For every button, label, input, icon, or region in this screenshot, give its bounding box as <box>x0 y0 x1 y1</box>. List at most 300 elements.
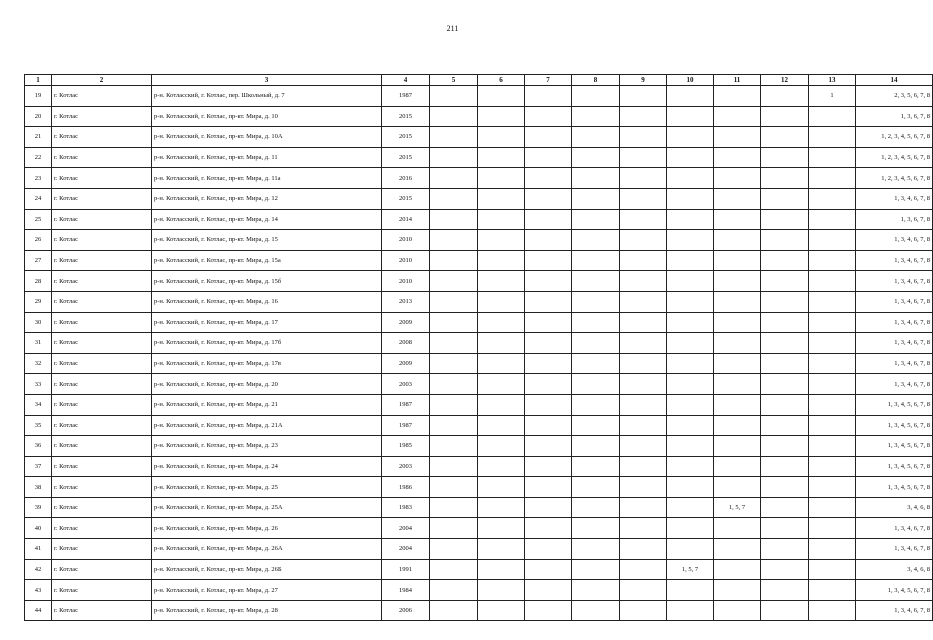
city-cell: г. Котлас <box>52 147 152 168</box>
col6-cell <box>478 106 525 127</box>
col8-cell <box>572 559 620 580</box>
column-header-2: 2 <box>52 75 152 86</box>
col10-cell <box>667 230 714 251</box>
col7-cell <box>525 497 572 518</box>
row-number: 37 <box>25 456 52 477</box>
col9-cell <box>620 230 667 251</box>
col12-cell <box>761 127 809 148</box>
col6-cell <box>478 436 525 457</box>
column-header-7: 7 <box>525 75 572 86</box>
col9-cell <box>620 497 667 518</box>
row-number: 44 <box>25 600 52 621</box>
table-row <box>25 539 933 560</box>
year-cell: 1984 <box>382 580 430 601</box>
col9-cell <box>620 127 667 148</box>
table-row <box>25 312 933 333</box>
year-cell: 2013 <box>382 291 430 312</box>
city-cell: г. Котлас <box>52 600 152 621</box>
col13-cell <box>809 353 856 374</box>
col14-cell: 1, 3, 4, 5, 6, 7, 8 <box>856 436 933 457</box>
col13-cell <box>809 127 856 148</box>
col5-cell <box>430 600 478 621</box>
col10-cell <box>667 497 714 518</box>
col13-cell <box>809 230 856 251</box>
col13-cell <box>809 333 856 354</box>
year-cell: 2014 <box>382 209 430 230</box>
col8-cell <box>572 230 620 251</box>
address-cell: р-н. Котласский, г. Котлас, пр-кт. Мира, д. 26Б <box>152 559 382 580</box>
col13-cell <box>809 477 856 498</box>
col11-cell <box>714 353 761 374</box>
city-cell: г. Котлас <box>52 188 152 209</box>
col13-cell <box>809 436 856 457</box>
table-row <box>25 353 933 374</box>
col8-cell <box>572 600 620 621</box>
col14-cell: 1, 3, 4, 6, 7, 8 <box>856 539 933 560</box>
address-cell: р-н. Котласский, г. Котлас, пр-кт. Мира, д. 25А <box>152 497 382 518</box>
city-cell: г. Котлас <box>52 106 152 127</box>
address-cell: р-н. Котласский, г. Котлас, пр-кт. Мира, д. 15 <box>152 230 382 251</box>
col6-cell <box>478 353 525 374</box>
year-cell: 1983 <box>382 497 430 518</box>
col8-cell <box>572 209 620 230</box>
year-cell: 1985 <box>382 436 430 457</box>
table-row <box>25 394 933 415</box>
col13-cell <box>809 188 856 209</box>
col12-cell <box>761 168 809 189</box>
col8-cell <box>572 394 620 415</box>
col9-cell <box>620 436 667 457</box>
col10-cell <box>667 518 714 539</box>
col7-cell <box>525 250 572 271</box>
col11-cell <box>714 456 761 477</box>
col6-cell <box>478 250 525 271</box>
table-row <box>25 209 933 230</box>
table-row <box>25 477 933 498</box>
col11-cell <box>714 147 761 168</box>
col5-cell <box>430 230 478 251</box>
col7-cell <box>525 353 572 374</box>
col7-cell <box>525 291 572 312</box>
col6-cell <box>478 600 525 621</box>
col14-cell: 1, 3, 4, 6, 7, 8 <box>856 271 933 292</box>
col7-cell <box>525 415 572 436</box>
table-header-row <box>25 75 933 86</box>
col7-cell <box>525 436 572 457</box>
table-row <box>25 168 933 189</box>
col13-cell <box>809 271 856 292</box>
address-cell: р-н. Котласский, г. Котлас, пр-кт. Мира, д. 10А <box>152 127 382 148</box>
column-header-8: 8 <box>572 75 620 86</box>
column-header-12: 12 <box>761 75 809 86</box>
column-header-9: 9 <box>620 75 667 86</box>
col13-cell <box>809 497 856 518</box>
col12-cell <box>761 271 809 292</box>
col13-cell <box>809 559 856 580</box>
col5-cell <box>430 497 478 518</box>
address-cell: р-н. Котласский, г. Котлас, пр-кт. Мира, д. 28 <box>152 600 382 621</box>
col8-cell <box>572 188 620 209</box>
col8-cell <box>572 106 620 127</box>
col12-cell <box>761 497 809 518</box>
column-header-4: 4 <box>382 75 430 86</box>
column-header-14: 14 <box>856 75 933 86</box>
col12-cell <box>761 456 809 477</box>
col11-cell <box>714 394 761 415</box>
col12-cell <box>761 86 809 107</box>
col7-cell <box>525 147 572 168</box>
col12-cell <box>761 250 809 271</box>
address-cell: р-н. Котласский, г. Котлас, пр-кт. Мира, д. 11а <box>152 168 382 189</box>
col7-cell <box>525 168 572 189</box>
col14-cell: 1, 2, 3, 4, 5, 6, 7, 8 <box>856 147 933 168</box>
year-cell: 2010 <box>382 230 430 251</box>
col5-cell <box>430 333 478 354</box>
col6-cell <box>478 188 525 209</box>
col10-cell <box>667 127 714 148</box>
col14-cell: 1, 3, 4, 5, 6, 7, 8 <box>856 456 933 477</box>
col13-cell <box>809 456 856 477</box>
col9-cell <box>620 518 667 539</box>
col11-cell: 1, 5, 7 <box>714 497 761 518</box>
col12-cell <box>761 147 809 168</box>
col8-cell <box>572 539 620 560</box>
col8-cell <box>572 86 620 107</box>
col11-cell <box>714 559 761 580</box>
col7-cell <box>525 539 572 560</box>
col8-cell <box>572 456 620 477</box>
col5-cell <box>430 456 478 477</box>
col11-cell <box>714 600 761 621</box>
col12-cell <box>761 312 809 333</box>
col14-cell: 1, 3, 4, 5, 6, 7, 8 <box>856 580 933 601</box>
address-cell: р-н. Котласский, г. Котлас, пр-кт. Мира, д. 15а <box>152 250 382 271</box>
col7-cell <box>525 271 572 292</box>
city-cell: г. Котлас <box>52 456 152 477</box>
col14-cell: 3, 4, 6, 8 <box>856 497 933 518</box>
col5-cell <box>430 271 478 292</box>
col12-cell <box>761 209 809 230</box>
col6-cell <box>478 230 525 251</box>
col14-cell: 1, 3, 4, 5, 6, 7, 8 <box>856 477 933 498</box>
row-number: 21 <box>25 127 52 148</box>
row-number: 32 <box>25 353 52 374</box>
column-header-13: 13 <box>809 75 856 86</box>
col7-cell <box>525 188 572 209</box>
col9-cell <box>620 106 667 127</box>
col8-cell <box>572 374 620 395</box>
col11-cell <box>714 333 761 354</box>
address-cell: р-н. Котласский, г. Котлас, пр-кт. Мира, д. 17в <box>152 353 382 374</box>
col10-cell: 1, 5, 7 <box>667 559 714 580</box>
col13-cell <box>809 312 856 333</box>
col6-cell <box>478 539 525 560</box>
city-cell: г. Котлас <box>52 230 152 251</box>
col10-cell <box>667 271 714 292</box>
col9-cell <box>620 147 667 168</box>
col13-cell <box>809 291 856 312</box>
col6-cell <box>478 580 525 601</box>
page-number: 211 <box>446 24 459 33</box>
table-row <box>25 580 933 601</box>
col10-cell <box>667 600 714 621</box>
year-cell: 2009 <box>382 312 430 333</box>
year-cell: 2015 <box>382 106 430 127</box>
row-number: 39 <box>25 497 52 518</box>
col12-cell <box>761 394 809 415</box>
col12-cell <box>761 518 809 539</box>
city-cell: г. Котлас <box>52 209 152 230</box>
table-row <box>25 436 933 457</box>
col14-cell: 1, 3, 4, 6, 7, 8 <box>856 353 933 374</box>
col14-cell: 1, 3, 4, 6, 7, 8 <box>856 600 933 621</box>
col9-cell <box>620 250 667 271</box>
col6-cell <box>478 374 525 395</box>
row-number: 28 <box>25 271 52 292</box>
col11-cell <box>714 209 761 230</box>
address-cell: р-н. Котласский, г. Котлас, пр-кт. Мира, д. 14 <box>152 209 382 230</box>
col7-cell <box>525 600 572 621</box>
address-cell: р-н. Котласский, г. Котлас, пр-кт. Мира, д. 27 <box>152 580 382 601</box>
year-cell: 2008 <box>382 333 430 354</box>
city-cell: г. Котлас <box>52 580 152 601</box>
address-cell: р-н. Котласский, г. Котлас, пр-кт. Мира, д. 20 <box>152 374 382 395</box>
col12-cell <box>761 539 809 560</box>
col11-cell <box>714 539 761 560</box>
col9-cell <box>620 374 667 395</box>
col14-cell: 3, 4, 6, 8 <box>856 559 933 580</box>
col5-cell <box>430 106 478 127</box>
col7-cell <box>525 333 572 354</box>
col14-cell: 1, 3, 4, 6, 7, 8 <box>856 230 933 251</box>
year-cell: 2015 <box>382 127 430 148</box>
col11-cell <box>714 477 761 498</box>
col9-cell <box>620 394 667 415</box>
year-cell: 2003 <box>382 456 430 477</box>
col5-cell <box>430 436 478 457</box>
col5-cell <box>430 209 478 230</box>
col9-cell <box>620 312 667 333</box>
table-row <box>25 559 933 580</box>
col10-cell <box>667 209 714 230</box>
col10-cell <box>667 188 714 209</box>
col14-cell: 1, 3, 4, 6, 7, 8 <box>856 291 933 312</box>
col14-cell: 1, 3, 4, 6, 7, 8 <box>856 333 933 354</box>
row-number: 27 <box>25 250 52 271</box>
col13-cell <box>809 147 856 168</box>
col5-cell <box>430 147 478 168</box>
col5-cell <box>430 250 478 271</box>
city-cell: г. Котлас <box>52 86 152 107</box>
table-row <box>25 271 933 292</box>
col5-cell <box>430 477 478 498</box>
address-cell: р-н. Котласский, г. Котлас, пр-кт. Мира, д. 21А <box>152 415 382 436</box>
col5-cell <box>430 86 478 107</box>
col8-cell <box>572 497 620 518</box>
address-cell: р-н. Котласский, г. Котлас, пр-кт. Мира, д. 17б <box>152 333 382 354</box>
column-header-11: 11 <box>714 75 761 86</box>
col7-cell <box>525 127 572 148</box>
address-cell: р-н. Котласский, г. Котлас, пр-кт. Мира, д. 16 <box>152 291 382 312</box>
col9-cell <box>620 291 667 312</box>
col8-cell <box>572 353 620 374</box>
col11-cell <box>714 312 761 333</box>
year-cell: 2010 <box>382 271 430 292</box>
table-row <box>25 456 933 477</box>
col7-cell <box>525 580 572 601</box>
col12-cell <box>761 353 809 374</box>
col10-cell <box>667 415 714 436</box>
city-cell: г. Котлас <box>52 436 152 457</box>
col10-cell <box>667 106 714 127</box>
col13-cell <box>809 209 856 230</box>
col9-cell <box>620 600 667 621</box>
col11-cell <box>714 188 761 209</box>
col11-cell <box>714 436 761 457</box>
col12-cell <box>761 374 809 395</box>
address-cell: р-н. Котласский, г. Котлас, пр-кт. Мира, д. 12 <box>152 188 382 209</box>
col6-cell <box>478 291 525 312</box>
row-number: 31 <box>25 333 52 354</box>
table-row <box>25 188 933 209</box>
col7-cell <box>525 209 572 230</box>
col6-cell <box>478 271 525 292</box>
row-number: 36 <box>25 436 52 457</box>
col7-cell <box>525 394 572 415</box>
col5-cell <box>430 188 478 209</box>
col9-cell <box>620 333 667 354</box>
row-number: 23 <box>25 168 52 189</box>
col14-cell: 1, 2, 3, 4, 5, 6, 7, 8 <box>856 168 933 189</box>
row-number: 22 <box>25 147 52 168</box>
col8-cell <box>572 518 620 539</box>
col8-cell <box>572 271 620 292</box>
row-number: 24 <box>25 188 52 209</box>
col13-cell <box>809 415 856 436</box>
city-cell: г. Котлас <box>52 312 152 333</box>
col10-cell <box>667 374 714 395</box>
row-number: 41 <box>25 539 52 560</box>
column-header-6: 6 <box>478 75 525 86</box>
city-cell: г. Котлас <box>52 497 152 518</box>
row-number: 30 <box>25 312 52 333</box>
row-number: 38 <box>25 477 52 498</box>
col12-cell <box>761 477 809 498</box>
col8-cell <box>572 312 620 333</box>
col9-cell <box>620 580 667 601</box>
table-row <box>25 291 933 312</box>
col11-cell <box>714 415 761 436</box>
col5-cell <box>430 415 478 436</box>
col10-cell <box>667 353 714 374</box>
col12-cell <box>761 580 809 601</box>
col12-cell <box>761 291 809 312</box>
col12-cell <box>761 333 809 354</box>
city-cell: г. Котлас <box>52 291 152 312</box>
col7-cell <box>525 518 572 539</box>
col9-cell <box>620 209 667 230</box>
table-row <box>25 230 933 251</box>
address-cell: р-н. Котласский, г. Котлас, пер. Школьный, д. 7 <box>152 86 382 107</box>
table-row <box>25 147 933 168</box>
col12-cell <box>761 230 809 251</box>
year-cell: 2004 <box>382 539 430 560</box>
col10-cell <box>667 539 714 560</box>
col8-cell <box>572 477 620 498</box>
city-cell: г. Котлас <box>52 168 152 189</box>
col8-cell <box>572 333 620 354</box>
col10-cell <box>667 86 714 107</box>
city-cell: г. Котлас <box>52 271 152 292</box>
col10-cell <box>667 394 714 415</box>
address-cell: р-н. Котласский, г. Котлас, пр-кт. Мира, д. 24 <box>152 456 382 477</box>
col10-cell <box>667 333 714 354</box>
col6-cell <box>478 147 525 168</box>
col13-cell <box>809 168 856 189</box>
year-cell: 1986 <box>382 477 430 498</box>
table-row <box>25 415 933 436</box>
col13-cell <box>809 394 856 415</box>
address-cell: р-н. Котласский, г. Котлас, пр-кт. Мира, д. 21 <box>152 394 382 415</box>
col10-cell <box>667 580 714 601</box>
col10-cell <box>667 456 714 477</box>
city-cell: г. Котлас <box>52 539 152 560</box>
col8-cell <box>572 250 620 271</box>
col7-cell <box>525 106 572 127</box>
col14-cell: 1, 3, 4, 6, 7, 8 <box>856 250 933 271</box>
city-cell: г. Котлас <box>52 477 152 498</box>
city-cell: г. Котлас <box>52 394 152 415</box>
col8-cell <box>572 147 620 168</box>
col9-cell <box>620 415 667 436</box>
col13-cell <box>809 374 856 395</box>
col11-cell <box>714 271 761 292</box>
col5-cell <box>430 580 478 601</box>
col14-cell: 1, 3, 4, 5, 6, 7, 8 <box>856 415 933 436</box>
year-cell: 2015 <box>382 188 430 209</box>
table-row <box>25 86 933 107</box>
city-cell: г. Котлас <box>52 353 152 374</box>
year-cell: 2016 <box>382 168 430 189</box>
table-row <box>25 518 933 539</box>
col6-cell <box>478 209 525 230</box>
col8-cell <box>572 436 620 457</box>
col7-cell <box>525 312 572 333</box>
col14-cell: 1, 3, 4, 6, 7, 8 <box>856 188 933 209</box>
col5-cell <box>430 168 478 189</box>
col6-cell <box>478 415 525 436</box>
col14-cell: 1, 3, 4, 6, 7, 8 <box>856 518 933 539</box>
col5-cell <box>430 291 478 312</box>
row-number: 20 <box>25 106 52 127</box>
housing-table <box>24 74 933 621</box>
col5-cell <box>430 374 478 395</box>
city-cell: г. Котлас <box>52 415 152 436</box>
col9-cell <box>620 539 667 560</box>
address-cell: р-н. Котласский, г. Котлас, пр-кт. Мира, д. 11 <box>152 147 382 168</box>
col7-cell <box>525 477 572 498</box>
col14-cell: 1, 3, 4, 6, 7, 8 <box>856 374 933 395</box>
city-cell: г. Котлас <box>52 333 152 354</box>
col6-cell <box>478 86 525 107</box>
col10-cell <box>667 477 714 498</box>
col6-cell <box>478 477 525 498</box>
year-cell: 1987 <box>382 86 430 107</box>
column-header-1: 1 <box>25 75 52 86</box>
year-cell: 1987 <box>382 415 430 436</box>
row-number: 34 <box>25 394 52 415</box>
col13-cell <box>809 106 856 127</box>
